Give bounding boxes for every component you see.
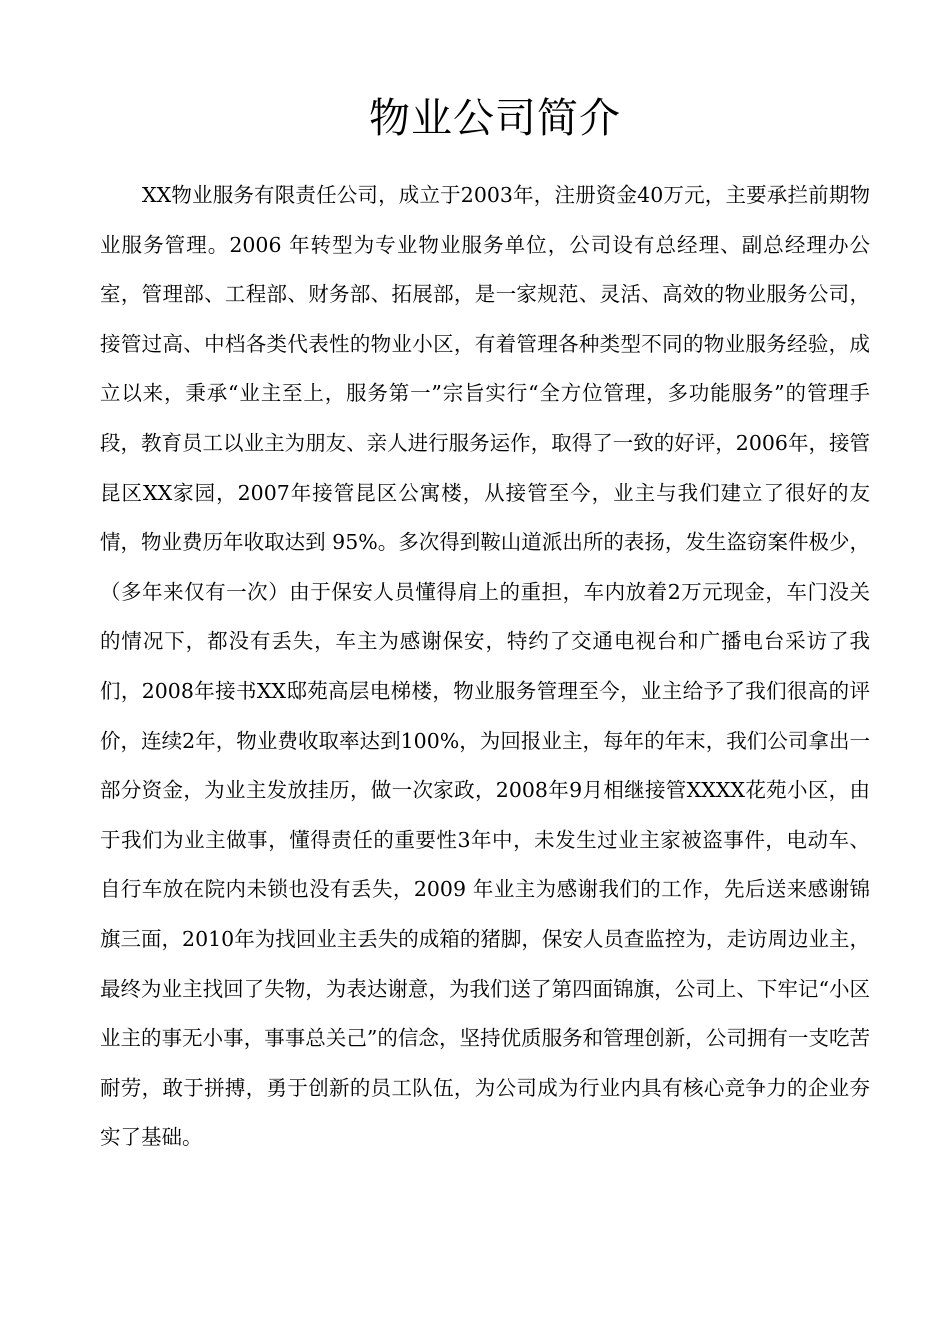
document-paragraph: XX物业服务有限责任公司，成立于2003年，注册资金40万元，主要承拦前期物业服务管理。2006 年转型为专业物业服务单位，公司设有总经理、副总经理办公室，管理部、工程部、财务部、拓展部，是一家规范、灵活、高效的物业服务公司，接管过高、中档各类代表性的物业小区，有着管理各种类型不同的物业服务经验，成立以来，秉承“业主至上，服务第一”宗旨实行“全方位管理，多功能服务”的管理手段，教育员工以业主为朋友、亲人进行服务运作，取得了一致的好评，2006年，接管昆区XX家园，2007年接管昆区公寓楼，从接管至今，业主与我们建立了很好的友情，物业费历年收取达到 95%。多次得到鞍山道派出所的表扬，发生盗窃案件极少，（多年来仅有一次）由于保安人员懂得肩上的重担，车内放着2万元现金，车门没关的情况下，都没有丢失，车主为感谢保安，特约了交通电视台和广播电台采访了我们，2008年接书XX邸苑高层电梯楼，物业服务管理至今，业主给予了我们很高的评价，连续2年，物业费收取率达到100%，为回报业主，每年的年末，我们公司拿出一部分资金，为业主发放挂历，做一次家政，2008年9月相继接管XXXX花苑小区，由于我们为业主做事，懂得责任的重要性3年中，未发生过业主家被盗事件，电动车、自行车放在院内未锁也没有丢失，2009 年业主为感谢我们的工作，先后送来感谢锦旗三面，2010年为找回业主丢失的成箱的猪脚，保安人员查监控为，走访周边业主，最终为业主找回了失物，为表达谢意，为我们送了第四面锦旗，公司上、下牢记“小区业主的事无小事，事事总关己”的信念，坚持优质服务和管理创新，公司拥有一支吃苦耐劳，敢于拼搏，勇于创新的员工队伍，为公司成为行业内具有核心竞争力的企业夯实了基础。	[100, 183, 870, 1150]
document-title: 物业公司简介	[369, 94, 621, 142]
